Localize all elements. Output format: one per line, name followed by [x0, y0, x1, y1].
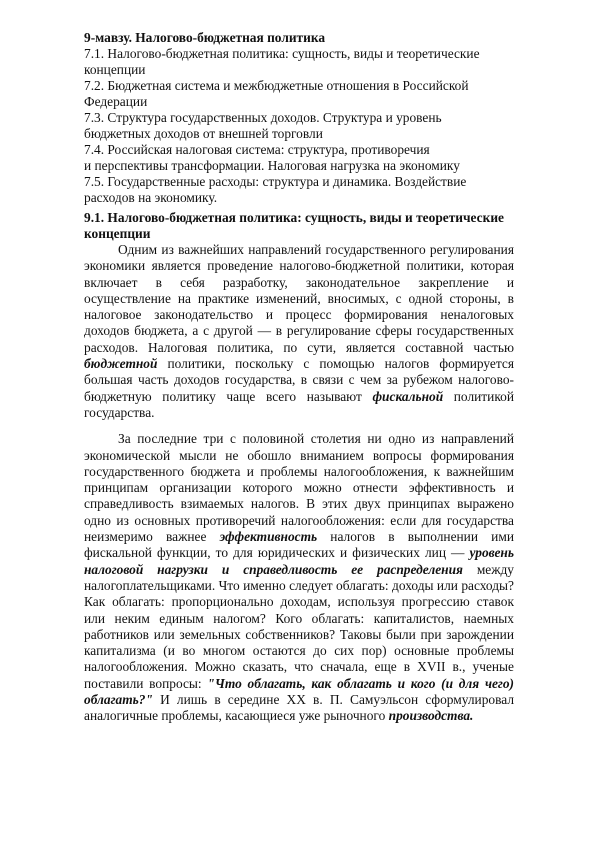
- emphasis-term: уровень налоговой нагрузки и справедливость ее распределения: [84, 545, 514, 577]
- paragraph-text: И лишь в середине XX в. П. Самуэльсон сформулировал аналогичные проблемы, касающиеся уже рыночного: [84, 692, 514, 724]
- emphasis-term: эффективность: [219, 529, 318, 545]
- toc-line: 7.2. Бюджетная система и межбюджетные отношения в Российской: [84, 78, 469, 93]
- emphasis-term: бюджетной: [84, 356, 158, 372]
- table-of-contents: [84, 46, 514, 206]
- paragraph-text: между налогоплательщиками. Что именно следует облагать: доходы или расходы? Как облагать: пропорционально доходам, используя прогрессию ставок или неким единым налогом? Кого облагать: капиталистов, наемных работников или земельных собственников? Таковы были при зарождении капитализма (и во многом остаются до сих пор) основные проблемы налогообложения. Можно сказать, что сначала, еще в XVII в., ученые поставили вопросы:: [84, 561, 514, 691]
- toc-line: 7.1. Налогово-бюджетная политика: сущность, виды и теоретические: [84, 46, 480, 61]
- emphasis-term: "Что облагать, как облагать и кого (и для чего) облагать?": [84, 675, 515, 708]
- toc-line: 7.4. Российская налоговая система: структура, противоречия: [84, 142, 430, 157]
- paragraph-text: Одним из важнейших направлений государственного регулирования экономики является проведение налогово-бюджетной политики, которая включает в себя разработку, законодательное закрепление и осуществление на практике изменений, вносимых, с одной стороны, в налоговое законодательство и процесс формирования неналоговых доходов бюджета, а с другой — в регулирование сферы государственных расходов. Налоговая политика, по сути, является составной частью: [84, 242, 514, 355]
- toc-line: 7.3. Структура государственных доходов. Структура и уровень: [84, 110, 442, 125]
- body-paragraph: [84, 242, 514, 421]
- toc-line: и перспективы трансформации. Налоговая нагрузка на экономику: [84, 158, 460, 173]
- toc-line: Федерации: [84, 94, 148, 109]
- emphasis-term: фискальной: [372, 388, 444, 404]
- topic-title: 9-мавзу. Налогово-бюджетная политика: [84, 30, 326, 45]
- paragraph-text: политикой государства.: [84, 388, 515, 420]
- section-title: 9.1. Налогово-бюджетная политика: сущность, виды и теоретические концепции: [84, 210, 504, 241]
- toc-line: расходов на экономику.: [84, 190, 218, 205]
- toc-line: концепции: [84, 62, 146, 77]
- toc-line: 7.5. Государственные расходы: структура и динамика. Воздействие: [84, 174, 467, 189]
- body-paragraph: [84, 431, 514, 724]
- paragraph-text: политики, поскольку с помощью налогов формируется большая часть доходов государства, в связи с чем за рубежом налогово-бюджетную политику чаще всего называют: [84, 356, 514, 404]
- paragraph-text: налогов в выполнении ими фискальной функции, то для юридических и физических лиц —: [84, 529, 514, 561]
- emphasis-term: производства.: [388, 708, 474, 724]
- toc-line: бюджетных доходов от внешней торговли: [84, 126, 323, 141]
- paragraph-text: За последние три с половиной столетия ни одно из направлений экономической мысли не обошло вниманием вопросы формирования государственного бюджета и проблемы налогообложения, к важнейшим принципам организации которого можно отнести эффективность и справедливость взимаемых налогов. В этих двух принципах выражено одно из основных противоречий налогообложения: если для государства неизмеримо важнее: [84, 431, 514, 545]
